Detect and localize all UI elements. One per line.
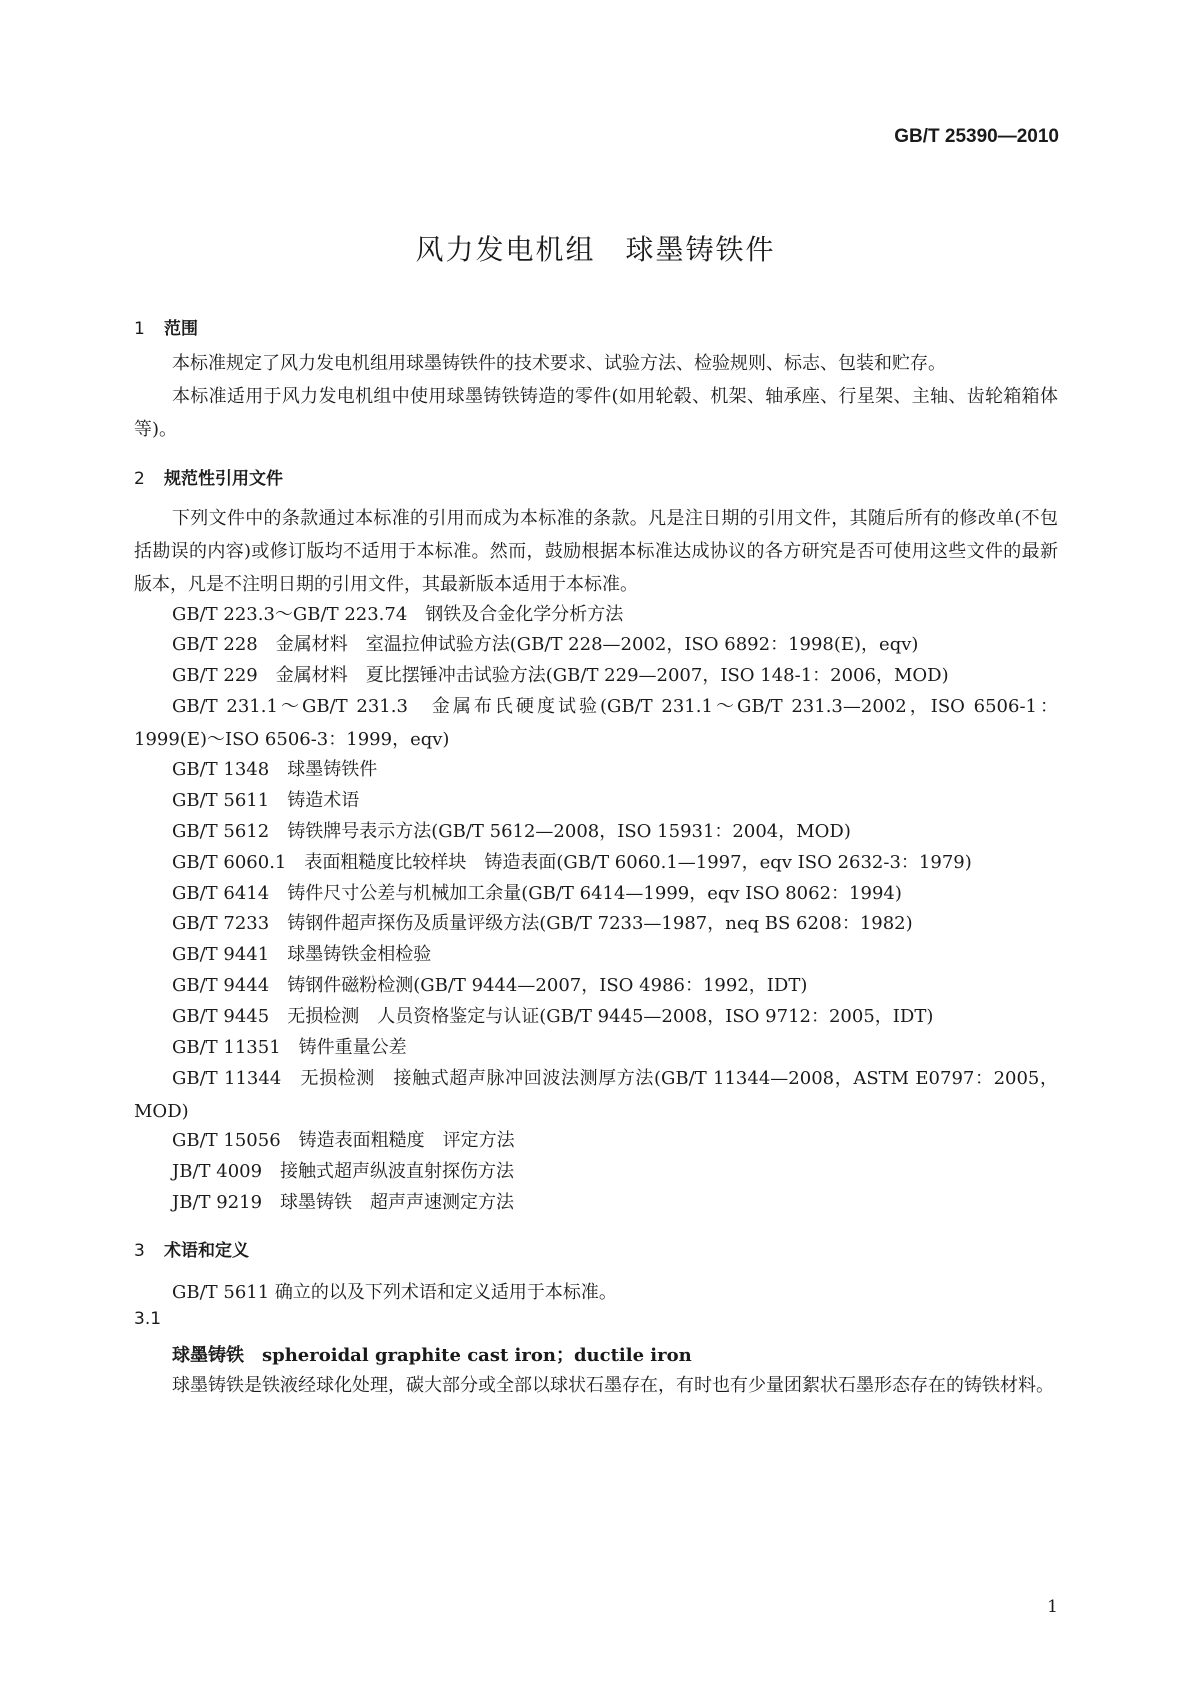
section-title: 术语和定义	[164, 1241, 249, 1261]
section-number: 2	[134, 469, 145, 489]
page-number: 1	[1047, 1597, 1058, 1617]
reference-item: GB/T 9441 球墨铸铁金相检验	[172, 944, 432, 965]
section-title: 范围	[164, 319, 198, 339]
reference-item: GB/T 6060.1 表面粗糙度比较样块 铸造表面(GB/T 6060.1—1997，eqv ISO 2632-3：1979)	[172, 852, 972, 873]
reference-item: GB/T 7233 铸钢件超声探伤及质量评级方法(GB/T 7233—1987，neq BS 6208：1982)	[172, 913, 913, 934]
reference-item: GB/T 9444 铸钢件磁粉检测(GB/T 9444—2007，ISO 4986：1992，IDT)	[172, 975, 808, 996]
paragraph: 本标准适用于风力发电机组中使用球墨铸铁铸造的零件(如用轮毂、机架、轴承座、行星架、主轴、齿轮箱箱体等)。	[134, 386, 1058, 440]
standard-number: GB/T 25390—2010	[894, 126, 1059, 147]
reference-item: GB/T 11344 无损检测 接触式超声脉冲回波法测厚方法(GB/T 11344—2008，ASTM E0797：2005，MOD)	[134, 1068, 1058, 1122]
section-2-heading	[134, 464, 283, 489]
reference-item: GB/T 9445 无损检测 人员资格鉴定与认证(GB/T 9445—2008，ISO 9712：2005，IDT)	[172, 1006, 934, 1027]
section-number: 3	[134, 1241, 145, 1261]
reference-item: GB/T 1348 球墨铸铁件	[172, 759, 378, 780]
reference-item: GB/T 5612 铸铁牌号表示方法(GB/T 5612—2008，ISO 15931：2004，MOD)	[172, 821, 851, 842]
term-entry	[172, 1341, 692, 1367]
section-title: 规范性引用文件	[164, 469, 283, 489]
reference-item: GB/T 15056 铸造表面粗糙度 评定方法	[172, 1130, 515, 1151]
reference-item: GB/T 228 金属材料 室温拉伸试验方法(GB/T 228—2002，ISO 6892：1998(E)，eqv)	[172, 634, 919, 655]
section-number: 1	[134, 319, 145, 339]
term-chinese: 球墨铸铁	[172, 1345, 244, 1366]
reference-item: GB/T 5611 铸造术语	[172, 790, 360, 811]
reference-item: GB/T 6414 铸件尺寸公差与机械加工余量(GB/T 6414—1999，eqv ISO 8062：1994)	[172, 883, 902, 904]
reference-item: JB/T 4009 接触式超声纵波直射探伤方法	[172, 1161, 515, 1182]
term-english: spheroidal graphite cast iron；ductile iron	[262, 1345, 692, 1366]
reference-item: GB/T 11351 铸件重量公差	[172, 1037, 407, 1058]
document-title: 风力发电机组 球墨铸铁件	[415, 233, 776, 266]
subsection-number: 3.1	[134, 1309, 162, 1329]
section-1-heading	[134, 314, 198, 339]
section-3-heading	[134, 1236, 249, 1261]
paragraph: 本标准规定了风力发电机组用球墨铸铁件的技术要求、试验方法、检验规则、标志、包装和贮存。	[172, 353, 946, 374]
paragraph: 下列文件中的条款通过本标准的引用而成为本标准的条款。凡是注日期的引用文件，其随后所有的修改单(不包括勘误的内容)或修订版均不适用于本标准。然而，鼓励根据本标准达成协议的各方研究是否可使用这些文件的最新版本，凡是不注明日期的引用文件，其最新版本适用于本标准。	[134, 508, 1058, 595]
reference-item: GB/T 231.1～GB/T 231.3 金属布氏硬度试验(GB/T 231.1～GB/T 231.3—2002，ISO 6506-1：1999(E)～ISO 6506-3：1999，eqv)	[134, 696, 1058, 750]
reference-item: GB/T 229 金属材料 夏比摆锤冲击试验方法(GB/T 229—2007，ISO 148-1：2006，MOD)	[172, 665, 949, 686]
paragraph: GB/T 5611 确立的以及下列术语和定义适用于本标准。	[172, 1282, 617, 1303]
term-definition: 球墨铸铁是铁液经球化处理，碳大部分或全部以球状石墨存在，有时也有少量团絮状石墨形态存在的铸铁材料。	[172, 1375, 1054, 1396]
reference-item: GB/T 223.3～GB/T 223.74 钢铁及合金化学分析方法	[172, 604, 624, 625]
reference-item: JB/T 9219 球墨铸铁 超声声速测定方法	[172, 1192, 515, 1213]
